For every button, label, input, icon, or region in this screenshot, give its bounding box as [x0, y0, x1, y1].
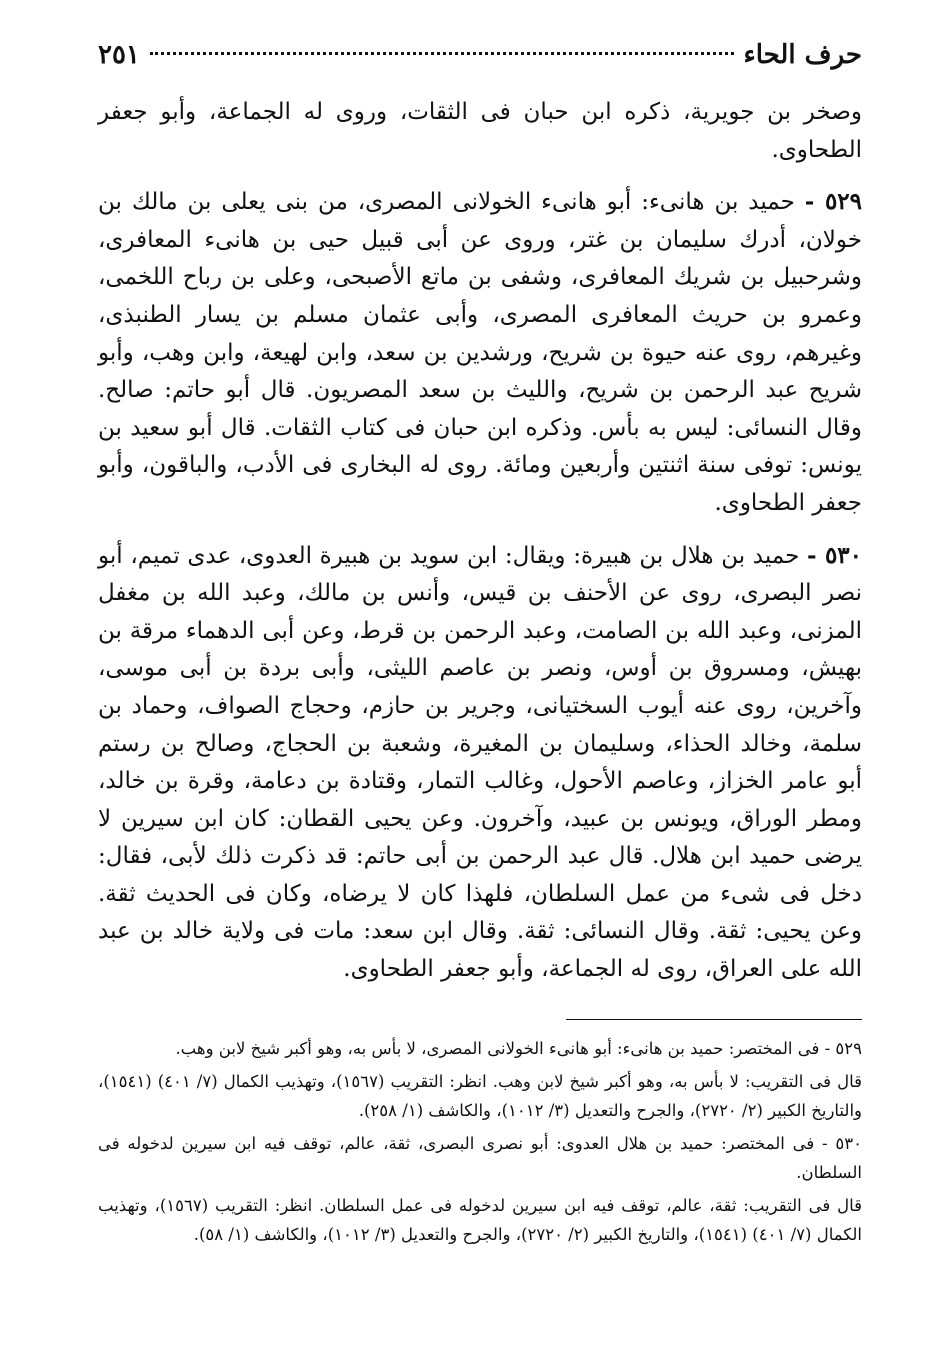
page-header — [98, 40, 862, 84]
entry-529-number: ٥٢٩ - — [804, 188, 863, 216]
footnote-529-summary: ٥٢٩ - فى المختصر: حميد بن هانىء: أبو هانىء الخولانى المصرى، لا بأس به، وهو أكبر شيخ لابن وهب. — [175, 1038, 862, 1058]
entry-529-text: حميد بن هانىء: أبو هانىء الخولانى المصرى، من بنى يعلى بن مالك بن خولان، أدرك سليمان بن غتر، وروى عن أبى قبيل حيى بن هانىء المعافرى، وشرحبيل بن شريك المعافرى، وشفى بن ماتع الأصبحى، وعلى بن رباح اللخمى، وعمرو بن حريث المعافرى المصرى، وأبى عثمان مسلم بن يسار الطنبذى، وغيرهم، روى عنه حيوة بن شريح، ورشدين بن سعد، وابن لهيعة، وابن وهب، وأبو شريح عبد الرحمن بن شريح، والليث بن سعد المصريون. قال أبو حاتم: صالح. وقال النسائى: ليس به بأس. وذكره ابن حبان فى كتاب الثقات. قال أبو سعيد بن يونس: توفى سنة اثنتين وأربعين ومائة. روى له البخارى فى الأدب، والباقون، وأبو جعفر الطحاوى. — [98, 189, 862, 516]
footnote-divider — [566, 1019, 862, 1020]
page-number: ٢٥١ — [98, 40, 140, 70]
entry-530-text: حميد بن هلال بن هبيرة: ويقال: ابن سويد بن هبيرة العدوى، عدى تميم، أبو نصر البصرى، روى عن الأحنف بن قيس، وأنس بن مالك، وعبد الله بن مغفل المزنى، وعبد الله بن الصامت، وعبد الرحمن بن قرط، وعن أبى الدهماء مرقة بن بهيش، ومسروق بن أوس، ونصر بن عاصم الليثى، وأبى بردة بن أبى موسى، وآخرين، روى عنه أيوب السختيانى، وجرير بن حازم، وحجاج الصواف، وحماد بن سلمة، وخالد الحذاء، وسليمان بن المغيرة، وشعبة بن الحجاج، وصالح بن رستم أبو عامر الخزاز، وعاصم الأحول، وغالب التمار، وقتادة بن دعامة، وقرة بن خالد، ومطر الوراق، ويونس بن عبيد، وآخرون. وعن يحيى القطان: كان ابن سيرين لا يرضى حميد ابن هلال. قال عبد الرحمن بن أبى حاتم: قد ذكرت ذلك لأبى، فقال: دخل فى شىء من عمل السلطان، فلهذا كان لا يرضاه، وكان فى الحديث ثقة. وعن يحيى: ثقة. وقال النسائى: ثقة. وقال ابن سعد: مات فى ولاية خالد بن عبد الله على العراق، روى له الجماعة، وأبو جعفر الطحاوى. — [98, 542, 862, 983]
paragraph-continuation: وصخر بن جويرية، ذكره ابن حبان فى الثقات، وروى له الجماعة، وأبو جعفر الطحاوى. — [98, 99, 862, 163]
entry-530-number: ٥٣٠ - — [807, 541, 863, 569]
footnote-530-summary: ٥٣٠ - فى المختصر: حميد بن هلال العدوى: أبو نصرى البصرى، ثقة، عالم، توقف فيه ابن سيرين لدخوله فى السلطان. — [98, 1133, 862, 1182]
entry-530 — [98, 537, 862, 989]
chapter-title: حرف الحاء — [743, 40, 862, 70]
header-leader-dots — [150, 52, 734, 55]
footnote-529-details: قال فى التقريب: لا بأس به، وهو أكبر شيخ لابن وهب. انظر: التقريب (١٥٦٧)، وتهذيب الكمال (٧/ ٤٠١) (١٥٤١)، والتاريخ الكبير (٢/ ٢٧٢٠)، والجرح والتعديل (٣/ ١٠١٢)، والكاشف (١/ ٢٥٨). — [98, 1071, 863, 1120]
book-page — [98, 40, 862, 1249]
footnote-530-details: قال فى التقريب: ثقة، عالم، توقف فيه ابن سيرين لدخوله فى عمل السلطان. انظر: التقريب (١٥٦٧)، وتهذيب الكمال (٧/ ٤٠١) (١٥٤١)، والتاريخ الكبير (٢/ ٢٧٢٠)، والجرح والتعديل (٣/ ١٠١٢)، والكاشف (١/ ٥٨). — [98, 1195, 862, 1244]
entry-529 — [98, 183, 862, 522]
